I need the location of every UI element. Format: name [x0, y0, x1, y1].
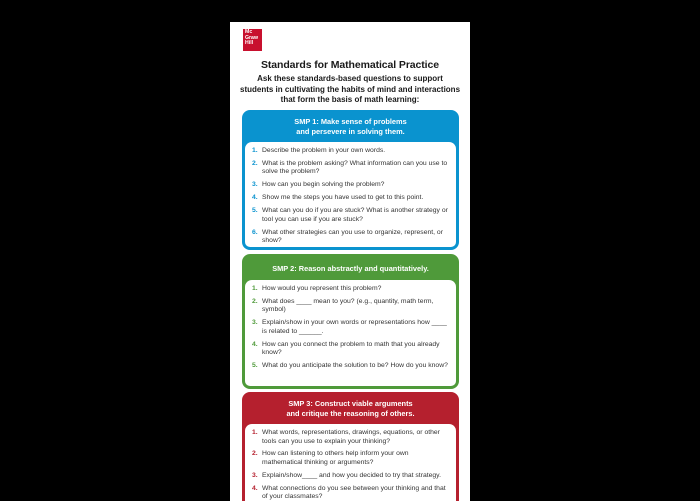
item-text: How can listening to others help inform your own mathematical thinking or arguments? [262, 450, 409, 467]
list-item [252, 319, 450, 336]
header-line: SMP 3: Construct viable arguments [288, 399, 413, 408]
list-item [252, 450, 450, 467]
smp2-header [242, 254, 459, 274]
header-line: and critique the reasoning of others. [286, 409, 415, 418]
item-number: 2. [252, 159, 258, 167]
item-text: What other strategies can you use to organize, represent, or show? [262, 228, 443, 245]
header-line: SMP 1: Make sense of problems [294, 117, 407, 126]
smp2-card [242, 254, 459, 389]
item-number: 3. [252, 471, 258, 479]
item-number: 4. [252, 484, 258, 492]
list-item [252, 429, 450, 446]
item-text: What can you do if you are stuck? What is another strategy or tool you can use if you are stuck? [262, 207, 448, 223]
page-title: Standards for Mathematical Practice [261, 59, 439, 71]
logo-line: Hill [245, 40, 254, 47]
item-text: What do you anticipate the solution to be? How do you know? [262, 362, 448, 370]
smp3-header [242, 392, 459, 419]
page-subtitle: Ask these standards-based questions to support students in cultivating the habits of mind and interactions that form the basis of math learning: [240, 74, 461, 105]
list-item [252, 207, 450, 224]
list-item [252, 181, 450, 190]
list-item [252, 160, 450, 177]
item-number: 2. [252, 450, 258, 458]
smp3-card [242, 392, 459, 501]
item-text: Explain/show in your own words or representations how ____ is related to ______. [262, 319, 447, 335]
item-number: 6. [252, 228, 258, 236]
item-text: How can you begin solving the problem? [262, 181, 385, 189]
item-text: What is the problem asking? What information can you use to solve the problem? [262, 159, 448, 176]
logo-line: Mc [245, 29, 253, 35]
item-text: What connections do you see between your thinking and that of your classmates? [262, 484, 446, 501]
item-text: Describe the problem in your own words. [262, 147, 386, 154]
item-text: Show me the steps you have used to get to this point. [262, 194, 424, 202]
list-item [252, 298, 450, 315]
list-item [252, 362, 450, 371]
smp1-card [242, 110, 459, 250]
item-text: What does ____ mean to you? (e.g., quantity, math term, symbol) [262, 297, 434, 314]
list-item [252, 341, 450, 358]
item-number: 5. [252, 362, 258, 370]
item-number: 4. [252, 194, 258, 202]
list-item [252, 147, 450, 156]
item-text: Explain/show____ and how you decided to try that strategy. [262, 471, 441, 479]
header-line: SMP 2: Reason abstractly and quantitatively. [272, 264, 429, 273]
list-item [252, 485, 450, 501]
item-number: 3. [252, 181, 258, 189]
list-item [252, 472, 450, 481]
item-number: 1. [252, 285, 258, 292]
list-item [252, 285, 450, 294]
item-number: 4. [252, 340, 258, 348]
mcgraw-hill-logo [243, 29, 262, 51]
smp2-questions [245, 280, 456, 386]
document-page [230, 22, 470, 501]
item-text: How would you represent this problem? [262, 285, 382, 292]
smp3-questions [245, 424, 456, 501]
logo-line: Graw [245, 34, 258, 41]
item-text: How can you connect the problem to math that you already know? [262, 340, 440, 357]
item-number: 1. [252, 147, 258, 154]
item-text: What words, representations, drawings, equations, or other tools can you use to explain your thinking? [262, 429, 440, 445]
smp1-questions [245, 142, 456, 247]
list-item [252, 229, 450, 246]
header-line: and persevere in solving them. [296, 127, 405, 136]
smp1-header [242, 110, 459, 137]
item-number: 5. [252, 207, 258, 215]
item-number: 1. [252, 429, 258, 436]
item-number: 2. [252, 297, 258, 305]
list-item [252, 194, 450, 203]
item-number: 3. [252, 319, 258, 327]
